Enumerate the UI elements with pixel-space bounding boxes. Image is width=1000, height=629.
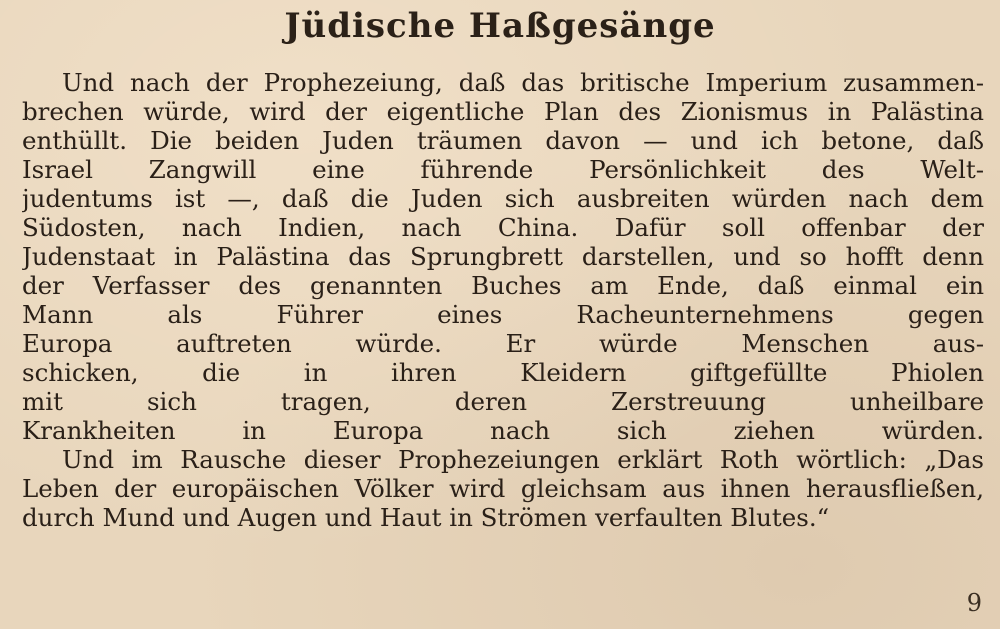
- text-line: Judenstaat in Palästina das Sprungbrett darstellen, und so hofft denn: [22, 242, 984, 271]
- text-line: Krankheiten in Europa nach sich ziehen würden.: [22, 416, 984, 445]
- text-line: Mann als Führer eines Racheunternehmens gegen: [22, 300, 984, 329]
- page-title: Jüdische Haßgesänge: [284, 6, 716, 46]
- page-number: 9: [966, 589, 982, 617]
- text-line: Leben der europäischen Völker wird gleichsam aus ihnen herausfließen,: [22, 474, 984, 503]
- text-line: Israel Zangwill eine führende Persönlichkeit des Welt-: [22, 155, 984, 184]
- text-line: mit sich tragen, deren Zerstreuung unheilbare: [22, 387, 984, 416]
- body-text: [22, 68, 984, 532]
- text-line: enthüllt. Die beiden Juden träumen davon — und ich betone, daß: [22, 126, 984, 155]
- text-line: der Verfasser des genannten Buches am Ende, daß einmal ein: [22, 271, 984, 300]
- text-line: Und im Rausche dieser Prophezeiungen erklärt Roth wörtlich: „Das: [62, 445, 984, 474]
- text-line: brechen würde, wird der eigentliche Plan des Zionismus in Palästina: [22, 97, 984, 126]
- text-line: judentums ist —, daß die Juden sich ausbreiten würden nach dem: [22, 184, 984, 213]
- text-line: Europa auftreten würde. Er würde Menschen aus-: [22, 329, 984, 358]
- text-line: schicken, die in ihren Kleidern giftgefüllte Phiolen: [22, 358, 984, 387]
- text-line: Und nach der Prophezeiung, daß das britische Imperium zusammen-: [62, 68, 984, 97]
- text-line: durch Mund und Augen und Haut in Strömen verfaulten Blutes.“: [22, 503, 830, 532]
- text-line: Südosten, nach Indien, nach China. Dafür soll offenbar der: [22, 213, 984, 242]
